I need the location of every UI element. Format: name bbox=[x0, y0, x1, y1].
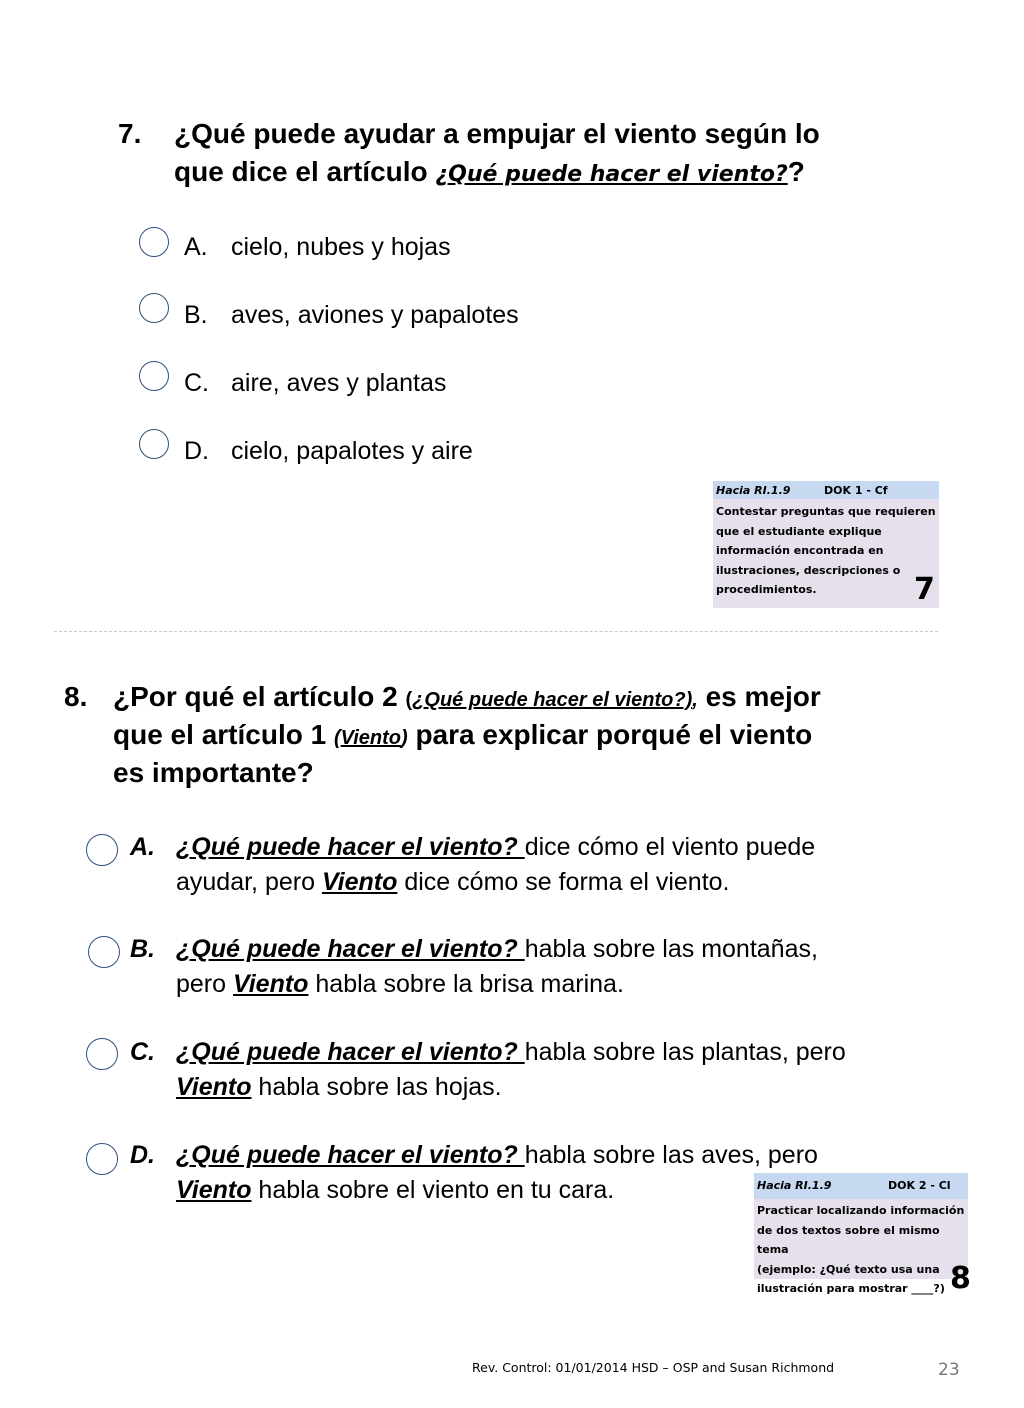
q8-stem-line2-suffix: para explicar porqué el viento bbox=[407, 719, 813, 750]
q8-option-c-letter: C. bbox=[130, 1038, 155, 1066]
q8-option-c-rest2: habla sobre las hojas. bbox=[251, 1073, 502, 1101]
q8-option-d-rest1: habla sobre las aves, pero bbox=[524, 1141, 818, 1169]
q7-option-b-text: aves, aviones y papalotes bbox=[231, 301, 519, 329]
q8-option-b-line2-prefix: pero bbox=[176, 970, 233, 998]
q8-option-c-radio[interactable] bbox=[86, 1038, 118, 1070]
q8-option-c-title: ¿Qué puede hacer el viento? bbox=[176, 1038, 525, 1066]
q7-option-b-letter: B. bbox=[184, 301, 208, 329]
q8-standard-description bbox=[754, 1199, 968, 1295]
q8-option-b-rest1: habla sobre las montañas, bbox=[524, 935, 818, 963]
q7-standard-line: información encontrada en bbox=[716, 544, 884, 557]
q8-option-a-letter: A. bbox=[130, 833, 155, 861]
q7-standard-header bbox=[713, 481, 939, 499]
q8-option-b-radio[interactable] bbox=[88, 936, 120, 968]
q8-option-b-line1 bbox=[176, 932, 818, 967]
q7-number: 7. bbox=[118, 118, 142, 149]
q8-option-a-line1 bbox=[176, 830, 815, 865]
q7-option-a-radio[interactable] bbox=[139, 227, 169, 257]
q8-option-b-title: ¿Qué puede hacer el viento? bbox=[176, 935, 525, 963]
q8-option-b-line2 bbox=[176, 967, 624, 1002]
q7-item-number: 7 bbox=[914, 572, 935, 607]
q7-option-c-text: aire, aves y plantas bbox=[231, 369, 447, 397]
footer-revision: Rev. Control: 01/01/2014 HSD – OSP and Susan Richmond bbox=[472, 1360, 835, 1375]
q8-paren-open-2: ( bbox=[333, 727, 341, 749]
q8-option-a-title: ¿Qué puede hacer el viento? bbox=[176, 833, 525, 861]
q7-standard-line: que el estudiante explique bbox=[716, 524, 882, 538]
q8-number: 8. bbox=[64, 681, 88, 712]
q8-paren-close-2: ) bbox=[401, 727, 408, 749]
q8-standard-line: (ejemplo: ¿Qué texto usa una bbox=[757, 1262, 940, 1276]
q7-option-a-letter: A. bbox=[184, 233, 208, 261]
page-number: 23 bbox=[938, 1360, 960, 1380]
q7-option-d-text: cielo, papalotes y aire bbox=[231, 437, 473, 465]
q8-option-b-title2: Viento bbox=[232, 970, 309, 998]
q8-standard-line: Practicar localizando información bbox=[757, 1204, 965, 1217]
section-divider bbox=[54, 631, 938, 632]
q8-option-d-radio[interactable] bbox=[86, 1143, 118, 1175]
q8-stem-line1-prefix: ¿Por qué el artículo 2 bbox=[113, 681, 406, 712]
q8-option-d-rest2: habla sobre el viento en tu cara. bbox=[251, 1176, 615, 1204]
q8-option-a-title2: Viento bbox=[321, 868, 398, 896]
q8-option-a-line2-prefix: ayudar, pero bbox=[176, 868, 322, 896]
q8-option-d-title: ¿Qué puede hacer el viento? bbox=[176, 1141, 525, 1169]
q7-standard-line: procedimientos. bbox=[716, 583, 817, 596]
q8-stem-line3: es importante? bbox=[113, 757, 314, 788]
q7-option-c-letter: C. bbox=[184, 369, 209, 397]
q7-standard-line: ilustraciones, descripciones o bbox=[716, 563, 901, 577]
q8-paren-open: ( bbox=[405, 689, 413, 711]
q8-option-c-rest1: habla sobre las plantas, pero bbox=[524, 1038, 846, 1066]
q7-standard-code: Hacia RI.1.9 bbox=[716, 484, 791, 497]
q8-stem-line1 bbox=[113, 678, 821, 719]
q8-option-c-title2: Viento bbox=[176, 1073, 252, 1101]
q7-standard-line: Contestar preguntas que requieren bbox=[716, 505, 936, 518]
q8-option-d-letter: D. bbox=[130, 1141, 155, 1169]
q7-option-d-letter: D. bbox=[184, 437, 209, 465]
q8-standard-header bbox=[754, 1173, 968, 1199]
q7-standard-dok: DOK 1 - Cf bbox=[824, 484, 888, 497]
q8-standard-box bbox=[754, 1173, 968, 1295]
q8-option-c-line1 bbox=[176, 1035, 846, 1070]
q8-article2-title: ¿Qué puede hacer el viento?) bbox=[412, 689, 693, 711]
q8-option-a-radio[interactable] bbox=[86, 834, 118, 866]
q7-stem-line2-suffix: ? bbox=[787, 156, 805, 187]
q7-stem-line2 bbox=[174, 153, 805, 194]
q8-option-a-rest1: dice cómo el viento puede bbox=[524, 833, 816, 861]
q8-stem-line1-suffix: es mejor bbox=[697, 681, 821, 712]
q8-item-number: 8 bbox=[950, 1261, 971, 1296]
q8-stem-line2 bbox=[113, 716, 812, 757]
q8-option-b-rest2: habla sobre la brisa marina. bbox=[308, 970, 624, 998]
q7-standard-description bbox=[713, 499, 939, 608]
q8-article1-title: Viento bbox=[340, 727, 401, 749]
q7-standard-box bbox=[713, 481, 939, 608]
q8-option-d-line1 bbox=[176, 1138, 818, 1173]
q8-option-b-letter: B. bbox=[130, 935, 155, 963]
q7-option-d-radio[interactable] bbox=[139, 429, 169, 459]
q7-stem-line1: ¿Qué puede ayudar a empujar el viento según lo bbox=[174, 118, 820, 149]
q8-option-c-line2 bbox=[176, 1070, 502, 1105]
q8-standard-dok: DOK 2 - Cl bbox=[888, 1179, 951, 1192]
q8-comma: , bbox=[692, 689, 698, 711]
q8-option-a-line2 bbox=[176, 865, 730, 900]
q8-standard-line: ilustración para mostrar ____?) bbox=[757, 1282, 945, 1295]
q7-article-title: ¿Qué puede hacer el viento? bbox=[435, 162, 788, 187]
q8-standard-line: de dos textos sobre el mismo tema bbox=[757, 1223, 940, 1256]
q7-option-b-radio[interactable] bbox=[139, 293, 169, 323]
q8-option-a-rest2: dice cómo se forma el viento. bbox=[397, 868, 730, 896]
q8-option-d-title2: Viento bbox=[176, 1176, 252, 1204]
q7-stem-line2-prefix: que dice el artículo bbox=[174, 156, 436, 187]
q8-stem-line2-prefix: que el artículo 1 bbox=[113, 719, 334, 750]
q7-option-a-text: cielo, nubes y hojas bbox=[231, 233, 451, 261]
q8-standard-code: Hacia RI.1.9 bbox=[757, 1179, 832, 1192]
q7-option-c-radio[interactable] bbox=[139, 361, 169, 391]
q8-option-d-line2 bbox=[176, 1173, 614, 1208]
